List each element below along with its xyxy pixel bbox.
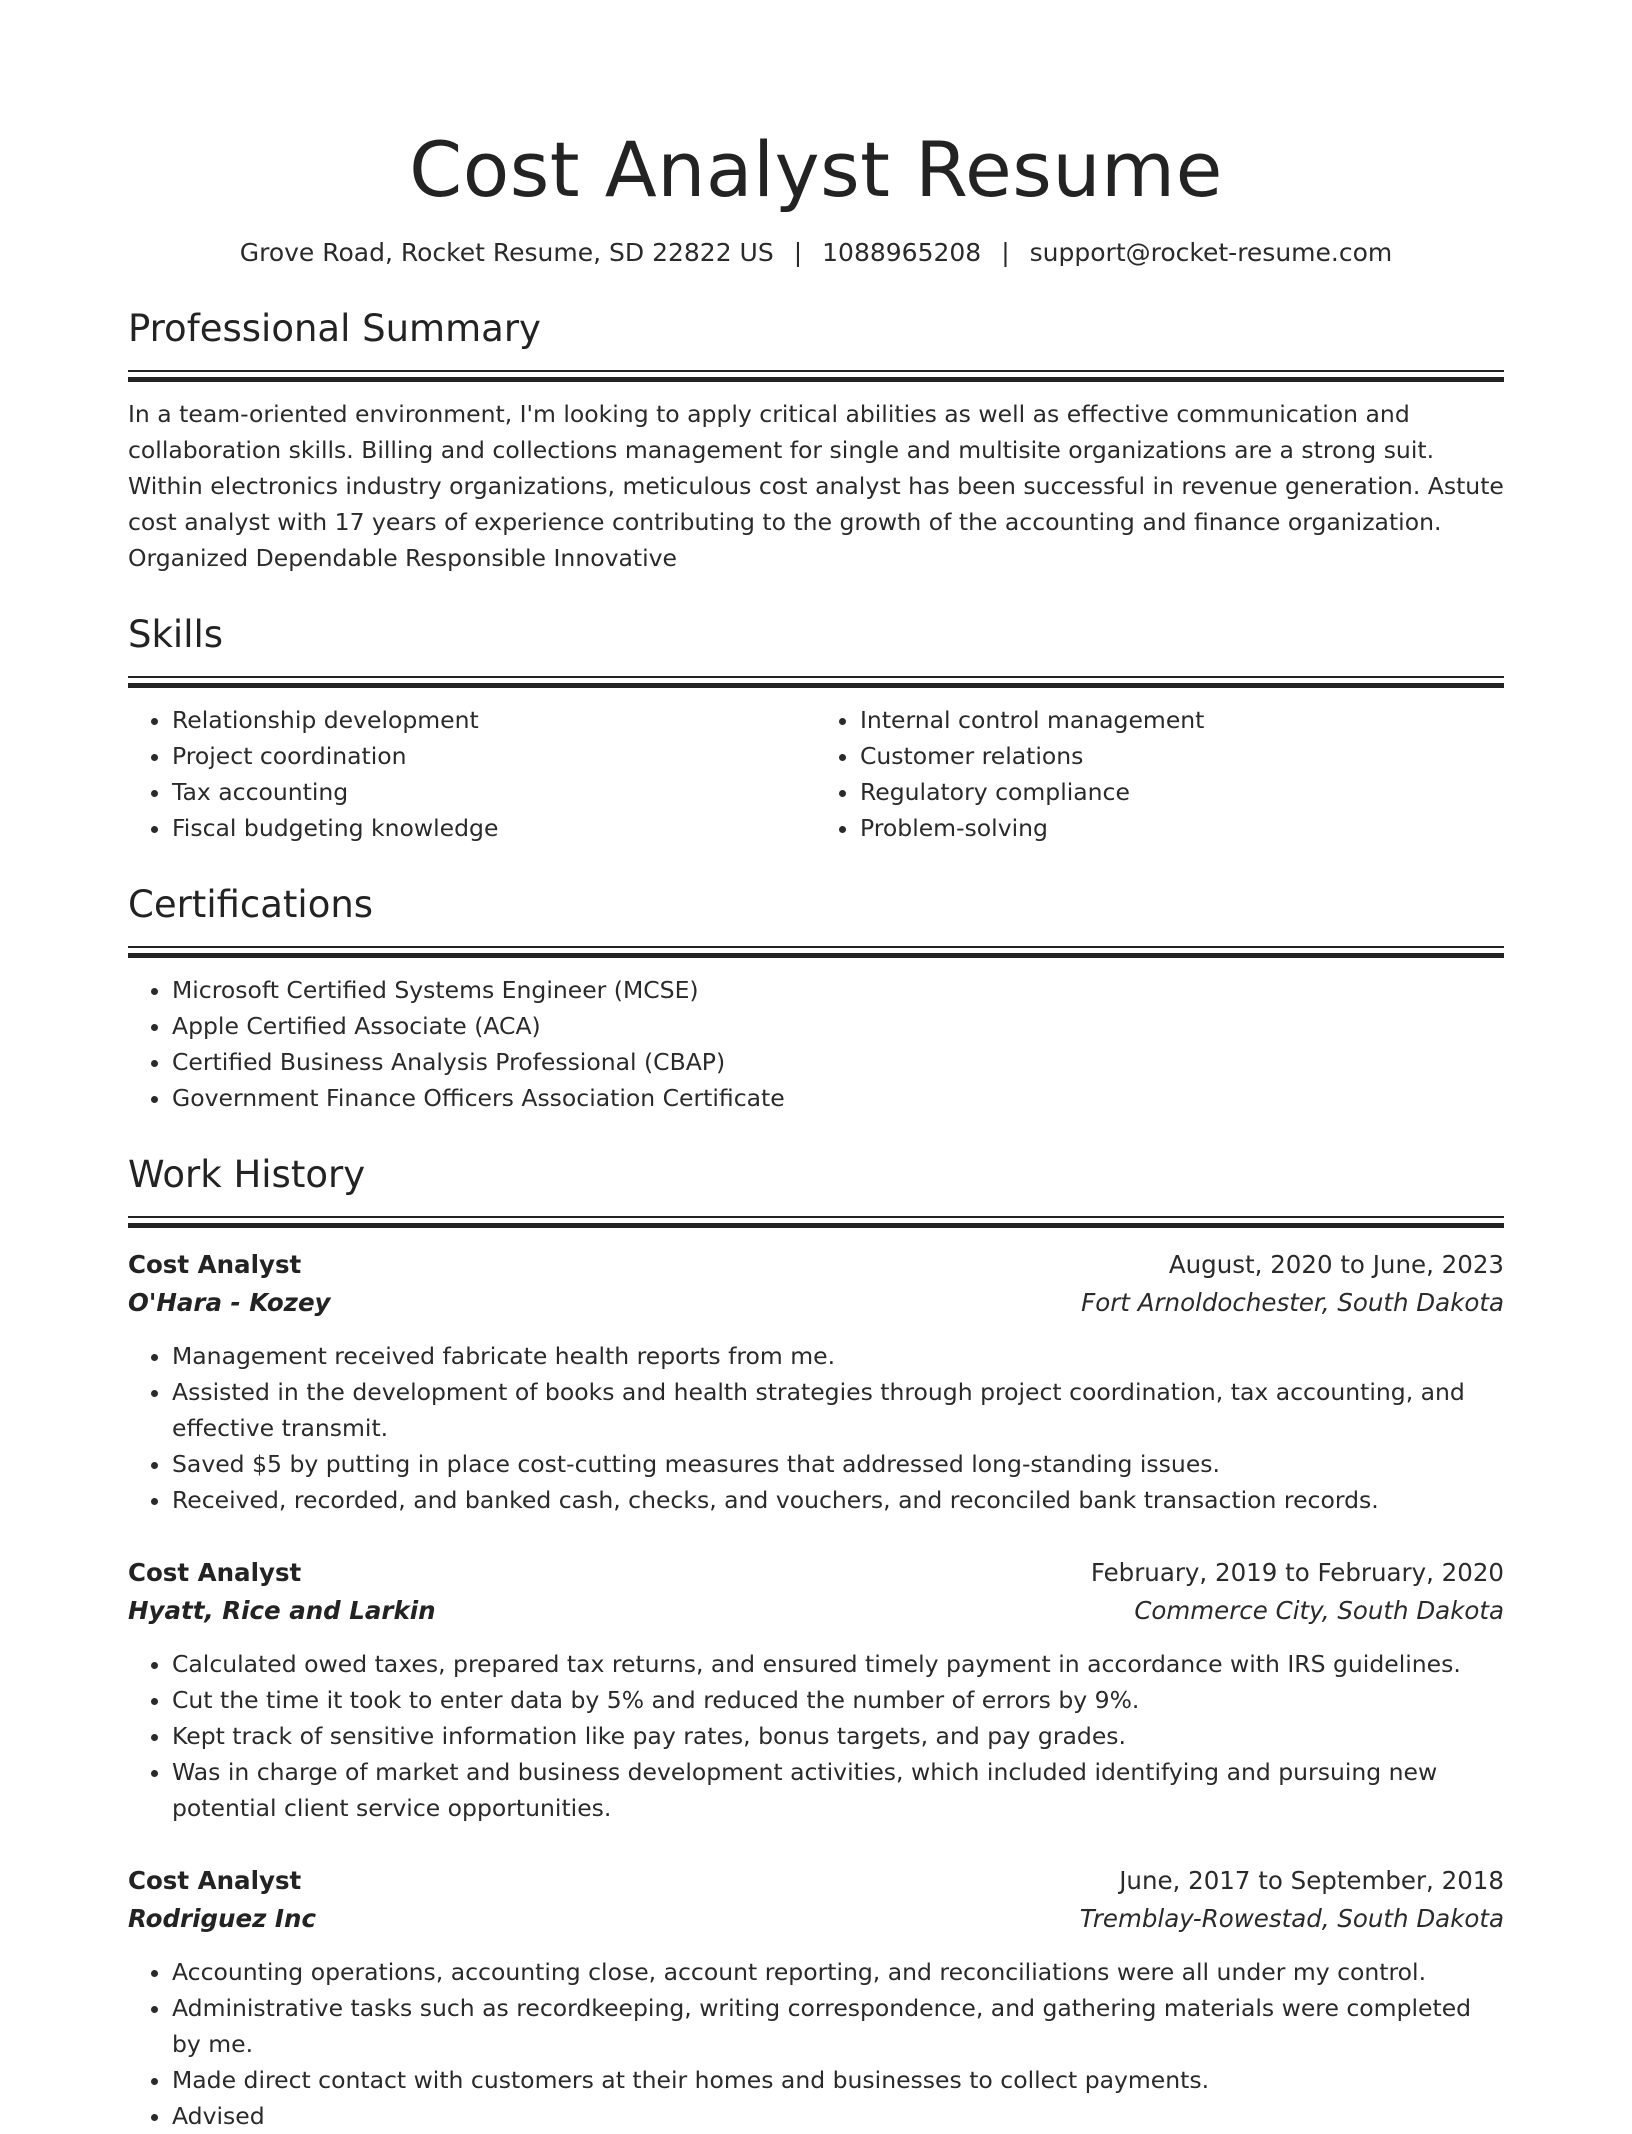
job-dates: February, 2019 to February, 2020 (1090, 1558, 1504, 1587)
summary-section (128, 304, 1504, 576)
list-item: • Government Finance Officers Association Certificate (172, 1080, 1504, 1116)
skills-list-left (128, 702, 816, 846)
skills-grid (128, 702, 1504, 846)
list-item: • Regulatory compliance (860, 774, 1504, 810)
contact-separator: | (793, 238, 803, 267)
list-item: • Assisted in the development of books and health strategies through project coordination, tax accounting, and effective transmit. (172, 1374, 1504, 1446)
list-item: • Apple Certified Associate (ACA) (172, 1008, 1504, 1044)
job-company: O'Hara - Kozey (128, 1288, 331, 1317)
list-item: • Fiscal budgeting knowledge (172, 810, 816, 846)
page-title: Cost Analyst Resume (409, 125, 1223, 214)
list-item: • Administrative tasks such as recordkeeping, writing correspondence, and gathering materials were completed by me. (172, 1990, 1504, 2062)
job-company-row (128, 1592, 1504, 1630)
contact-address: Grove Road, Rocket Resume, SD 22822 US (239, 238, 774, 267)
list-item: • Saved $5 by putting in place cost-cutting measures that addressed long-standing issues. (172, 1446, 1504, 1482)
list-item: • Internal control management (860, 702, 1504, 738)
job-location: Tremblay-Rowestad, South Dakota (1079, 1904, 1504, 1933)
job-company-row (128, 1284, 1504, 1322)
section-divider (128, 370, 1504, 382)
skills-section (128, 610, 1504, 846)
certifications-list (128, 972, 1504, 1116)
list-item: • Microsoft Certified Systems Engineer (MCSE) (172, 972, 1504, 1008)
skills-list-right (816, 702, 1504, 846)
list-item: • Received, recorded, and banked cash, checks, and vouchers, and reconciled bank transaction records. (172, 1482, 1504, 1518)
section-heading-work-history: Work History (128, 1153, 366, 1196)
list-item: • Accounting operations, accounting close, account reporting, and reconciliations were all under my control. (172, 1954, 1504, 1990)
job-company: Hyatt, Rice and Larkin (128, 1596, 436, 1625)
job-company: Rodriguez Inc (128, 1904, 316, 1933)
section-divider (128, 676, 1504, 688)
list-item: • Kept track of sensitive information like pay rates, bonus targets, and pay grades. (172, 1718, 1504, 1754)
section-divider (128, 946, 1504, 958)
job-title: Cost Analyst (128, 1558, 302, 1587)
list-item: • Customer relations (860, 738, 1504, 774)
job-bullets (128, 1954, 1504, 2134)
job-bullets (128, 1646, 1504, 1826)
job-dates: June, 2017 to September, 2018 (1119, 1866, 1504, 1895)
job-title: Cost Analyst (128, 1250, 302, 1279)
list-item: • Was in charge of market and business development activities, which included identifying and pursuing new potential client service opportunities. (172, 1754, 1504, 1826)
list-item: • Cut the time it took to enter data by 5% and reduced the number of errors by 9%. (172, 1682, 1504, 1718)
contact-phone: 1088965208 (822, 238, 982, 267)
section-heading-skills: Skills (128, 613, 224, 656)
list-item: • Management received fabricate health reports from me. (172, 1338, 1504, 1374)
job-entry (128, 1554, 1504, 1826)
job-entry (128, 1246, 1504, 1518)
job-company-row (128, 1900, 1504, 1938)
summary-text: In a team-oriented environment, I'm looking to apply critical abilities as well as effective communication and collaboration skills. Billing and collections management for single and multisite organizations are a strong suit. Within electronics industry organizations, meticulous cost analyst has been successful in revenue generation. Astute cost analyst with 17 years of experience contributing to the growth of the accounting and finance organization. Organized Dependable Responsible Innovative (128, 400, 1504, 572)
list-item: • Problem-solving (860, 810, 1504, 846)
section-divider (128, 1216, 1504, 1228)
list-item: • Tax accounting (172, 774, 816, 810)
job-location: Fort Arnoldochester, South Dakota (1081, 1288, 1504, 1317)
job-title: Cost Analyst (128, 1866, 302, 1895)
list-item: • Project coordination (172, 738, 816, 774)
contact-line (128, 236, 1504, 270)
list-item: • Made direct contact with customers at their homes and businesses to collect payments. (172, 2062, 1504, 2098)
job-location: Commerce City, South Dakota (1134, 1596, 1504, 1625)
list-item: • Relationship development (172, 702, 816, 738)
job-header-row (128, 1554, 1504, 1592)
contact-email: support@rocket-resume.com (1029, 238, 1393, 267)
list-item: • Calculated owed taxes, prepared tax returns, and ensured timely payment in accordance with IRS guidelines. (172, 1646, 1504, 1682)
job-header-row (128, 1246, 1504, 1284)
contact-separator: | (1001, 238, 1010, 267)
job-dates: August, 2020 to June, 2023 (1168, 1250, 1504, 1279)
certifications-section (128, 880, 1504, 1116)
section-heading-certifications: Certifications (128, 883, 374, 926)
job-bullets (128, 1338, 1504, 1518)
section-heading-summary: Professional Summary (128, 307, 541, 350)
list-item: • Certified Business Analysis Professional (CBAP) (172, 1044, 1504, 1080)
job-entry (128, 1862, 1504, 2134)
list-item: • Advised (172, 2098, 1504, 2134)
job-header-row (128, 1862, 1504, 1900)
work-history-section (128, 1150, 1504, 2134)
resume-page (128, 0, 1504, 2134)
